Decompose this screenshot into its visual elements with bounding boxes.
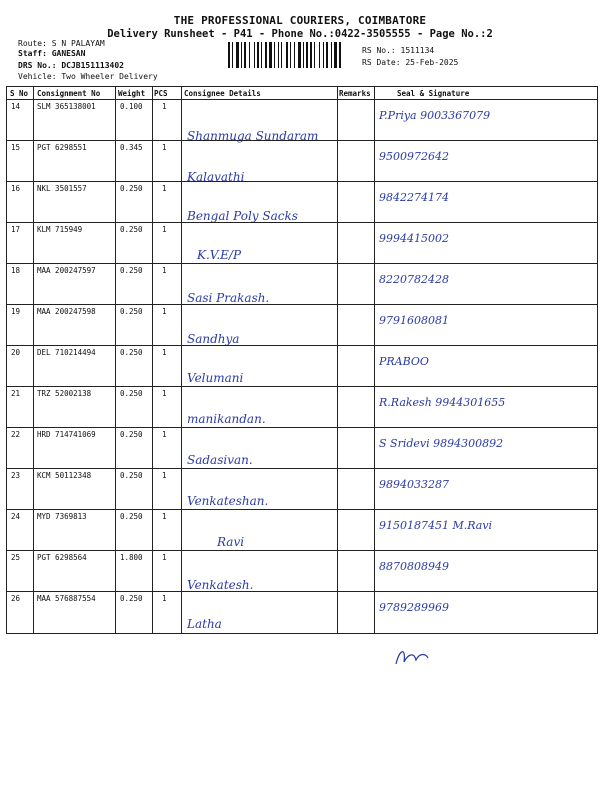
- rs-date: RS Date: 25-Feb-2025: [362, 58, 459, 67]
- col-remarks: Remarks: [339, 89, 371, 98]
- row-consignment-no: SLM 365138001: [37, 102, 96, 111]
- row-seal-signature: 9842274174: [379, 191, 449, 204]
- rs-number: RS No.: 1511134: [362, 46, 435, 55]
- row-consignment-no: HRD 714741069: [37, 430, 96, 439]
- row-seal-signature: 8870808949: [379, 560, 449, 573]
- row-weight: 0.250: [120, 389, 143, 398]
- row-consignment-no: MYD 7369813: [37, 512, 87, 521]
- row-sno: 22: [11, 430, 21, 439]
- route-label: Route: S N PALAYAM: [18, 39, 105, 48]
- row-consignment-no: MAA 200247597: [37, 266, 96, 275]
- row-pcs: 1: [162, 553, 167, 562]
- row-consignee-handwritten: Venkateshan.: [187, 494, 269, 508]
- company-title: THE PROFESSIONAL COURIERS, COIMBATORE: [173, 14, 427, 27]
- row-consignee-handwritten: Sasi Prakash.: [187, 291, 270, 305]
- row-consignee-handwritten: Ravi: [217, 535, 245, 549]
- staff-label: Staff: GANESAN: [18, 49, 86, 58]
- row-consignment-no: DEL 710214494: [37, 348, 96, 357]
- row-pcs: 1: [162, 430, 167, 439]
- row-pcs: 1: [162, 348, 167, 357]
- row-weight: 0.250: [120, 594, 143, 603]
- row-consignment-no: NKL 3501557: [37, 184, 87, 193]
- barcode: [228, 42, 356, 68]
- row-weight: 0.250: [120, 307, 143, 316]
- drs-number: DRS No.: DCJB151113402: [18, 61, 124, 70]
- row-seal-signature: 9894033287: [379, 478, 449, 491]
- row-pcs: 1: [162, 143, 167, 152]
- row-sno: 24: [11, 512, 21, 521]
- row-pcs: 1: [162, 471, 167, 480]
- row-seal-signature: P.Priya 9003367079: [379, 109, 491, 122]
- col-consignment: Consignment No: [37, 89, 101, 98]
- row-sno: 26: [11, 594, 21, 603]
- row-sno: 25: [11, 553, 21, 562]
- row-consignee-handwritten: Latha: [187, 617, 222, 631]
- row-weight: 0.100: [120, 102, 143, 111]
- row-pcs: 1: [162, 266, 167, 275]
- ink-scribble-icon: [392, 644, 432, 670]
- row-weight: 0.250: [120, 471, 143, 480]
- row-sno: 18: [11, 266, 21, 275]
- row-pcs: 1: [162, 389, 167, 398]
- row-seal-signature: 9789289969: [379, 601, 449, 614]
- row-seal-signature: 9994415002: [379, 232, 449, 245]
- row-consignment-no: PGT 6298564: [37, 553, 87, 562]
- row-consignment-no: KCM 50112348: [37, 471, 92, 480]
- row-consignee-handwritten: Velumani: [187, 371, 244, 385]
- row-consignment-no: TRZ 52002138: [37, 389, 92, 398]
- row-weight: 0.250: [120, 348, 143, 357]
- vehicle-label: Vehicle: Two Wheeler Delivery: [18, 72, 158, 81]
- row-seal-signature: 9791608081: [379, 314, 449, 327]
- row-consignee-handwritten: Venkatesh.: [187, 578, 254, 592]
- row-seal-signature: 8220782428: [379, 273, 449, 286]
- row-consignee-handwritten: manikandan.: [187, 412, 266, 426]
- row-weight: 0.345: [120, 143, 143, 152]
- row-seal-signature: S Sridevi 9894300892: [379, 437, 504, 450]
- runsheet-table: [6, 86, 598, 634]
- row-consignment-no: MAA 200247598: [37, 307, 96, 316]
- col-consignee: Consignee Details: [184, 89, 261, 98]
- row-weight: 0.250: [120, 512, 143, 521]
- row-pcs: 1: [162, 225, 167, 234]
- row-consignee-handwritten: Sandhya: [187, 332, 240, 346]
- row-consignee-handwritten: Shanmuga Sundaram: [187, 129, 319, 143]
- row-pcs: 1: [162, 307, 167, 316]
- row-weight: 0.250: [120, 225, 143, 234]
- row-sno: 14: [11, 102, 21, 111]
- row-consignment-no: PGT 6298551: [37, 143, 87, 152]
- row-pcs: 1: [162, 512, 167, 521]
- row-sno: 23: [11, 471, 21, 480]
- row-seal-signature: 9500972642: [379, 150, 449, 163]
- row-sno: 17: [11, 225, 21, 234]
- col-weight: Weight: [118, 89, 146, 98]
- row-weight: 0.250: [120, 430, 143, 439]
- row-consignee-handwritten: Sadasivan.: [187, 453, 253, 467]
- row-consignment-no: KLM 715949: [37, 225, 83, 234]
- row-seal-signature: PRABOO: [379, 355, 429, 368]
- row-weight: 1.800: [120, 553, 143, 562]
- row-consignee-handwritten: K.V.E/P: [197, 248, 242, 262]
- row-sno: 16: [11, 184, 21, 193]
- row-pcs: 1: [162, 594, 167, 603]
- col-pcs: PCS: [154, 89, 168, 98]
- row-sno: 21: [11, 389, 21, 398]
- col-seal: Seal & Signature: [397, 89, 470, 98]
- row-sno: 15: [11, 143, 21, 152]
- row-consignee-handwritten: Bengal Poly Sacks: [187, 209, 298, 223]
- row-seal-signature: R.Rakesh 9944301655: [379, 396, 506, 409]
- row-sno: 19: [11, 307, 21, 316]
- runsheet-subtitle: Delivery Runsheet - P41 - Phone No.:0422-3505555 - Page No.:2: [107, 28, 493, 40]
- row-weight: 0.250: [120, 184, 143, 193]
- row-seal-signature: 9150187451 M.Ravi: [379, 519, 493, 532]
- col-sno: S No: [10, 89, 29, 98]
- row-consignment-no: MAA 576887554: [37, 594, 96, 603]
- row-sno: 20: [11, 348, 21, 357]
- row-consignee-handwritten: Kalavathi: [187, 170, 245, 184]
- row-pcs: 1: [162, 102, 167, 111]
- row-weight: 0.250: [120, 266, 143, 275]
- row-pcs: 1: [162, 184, 167, 193]
